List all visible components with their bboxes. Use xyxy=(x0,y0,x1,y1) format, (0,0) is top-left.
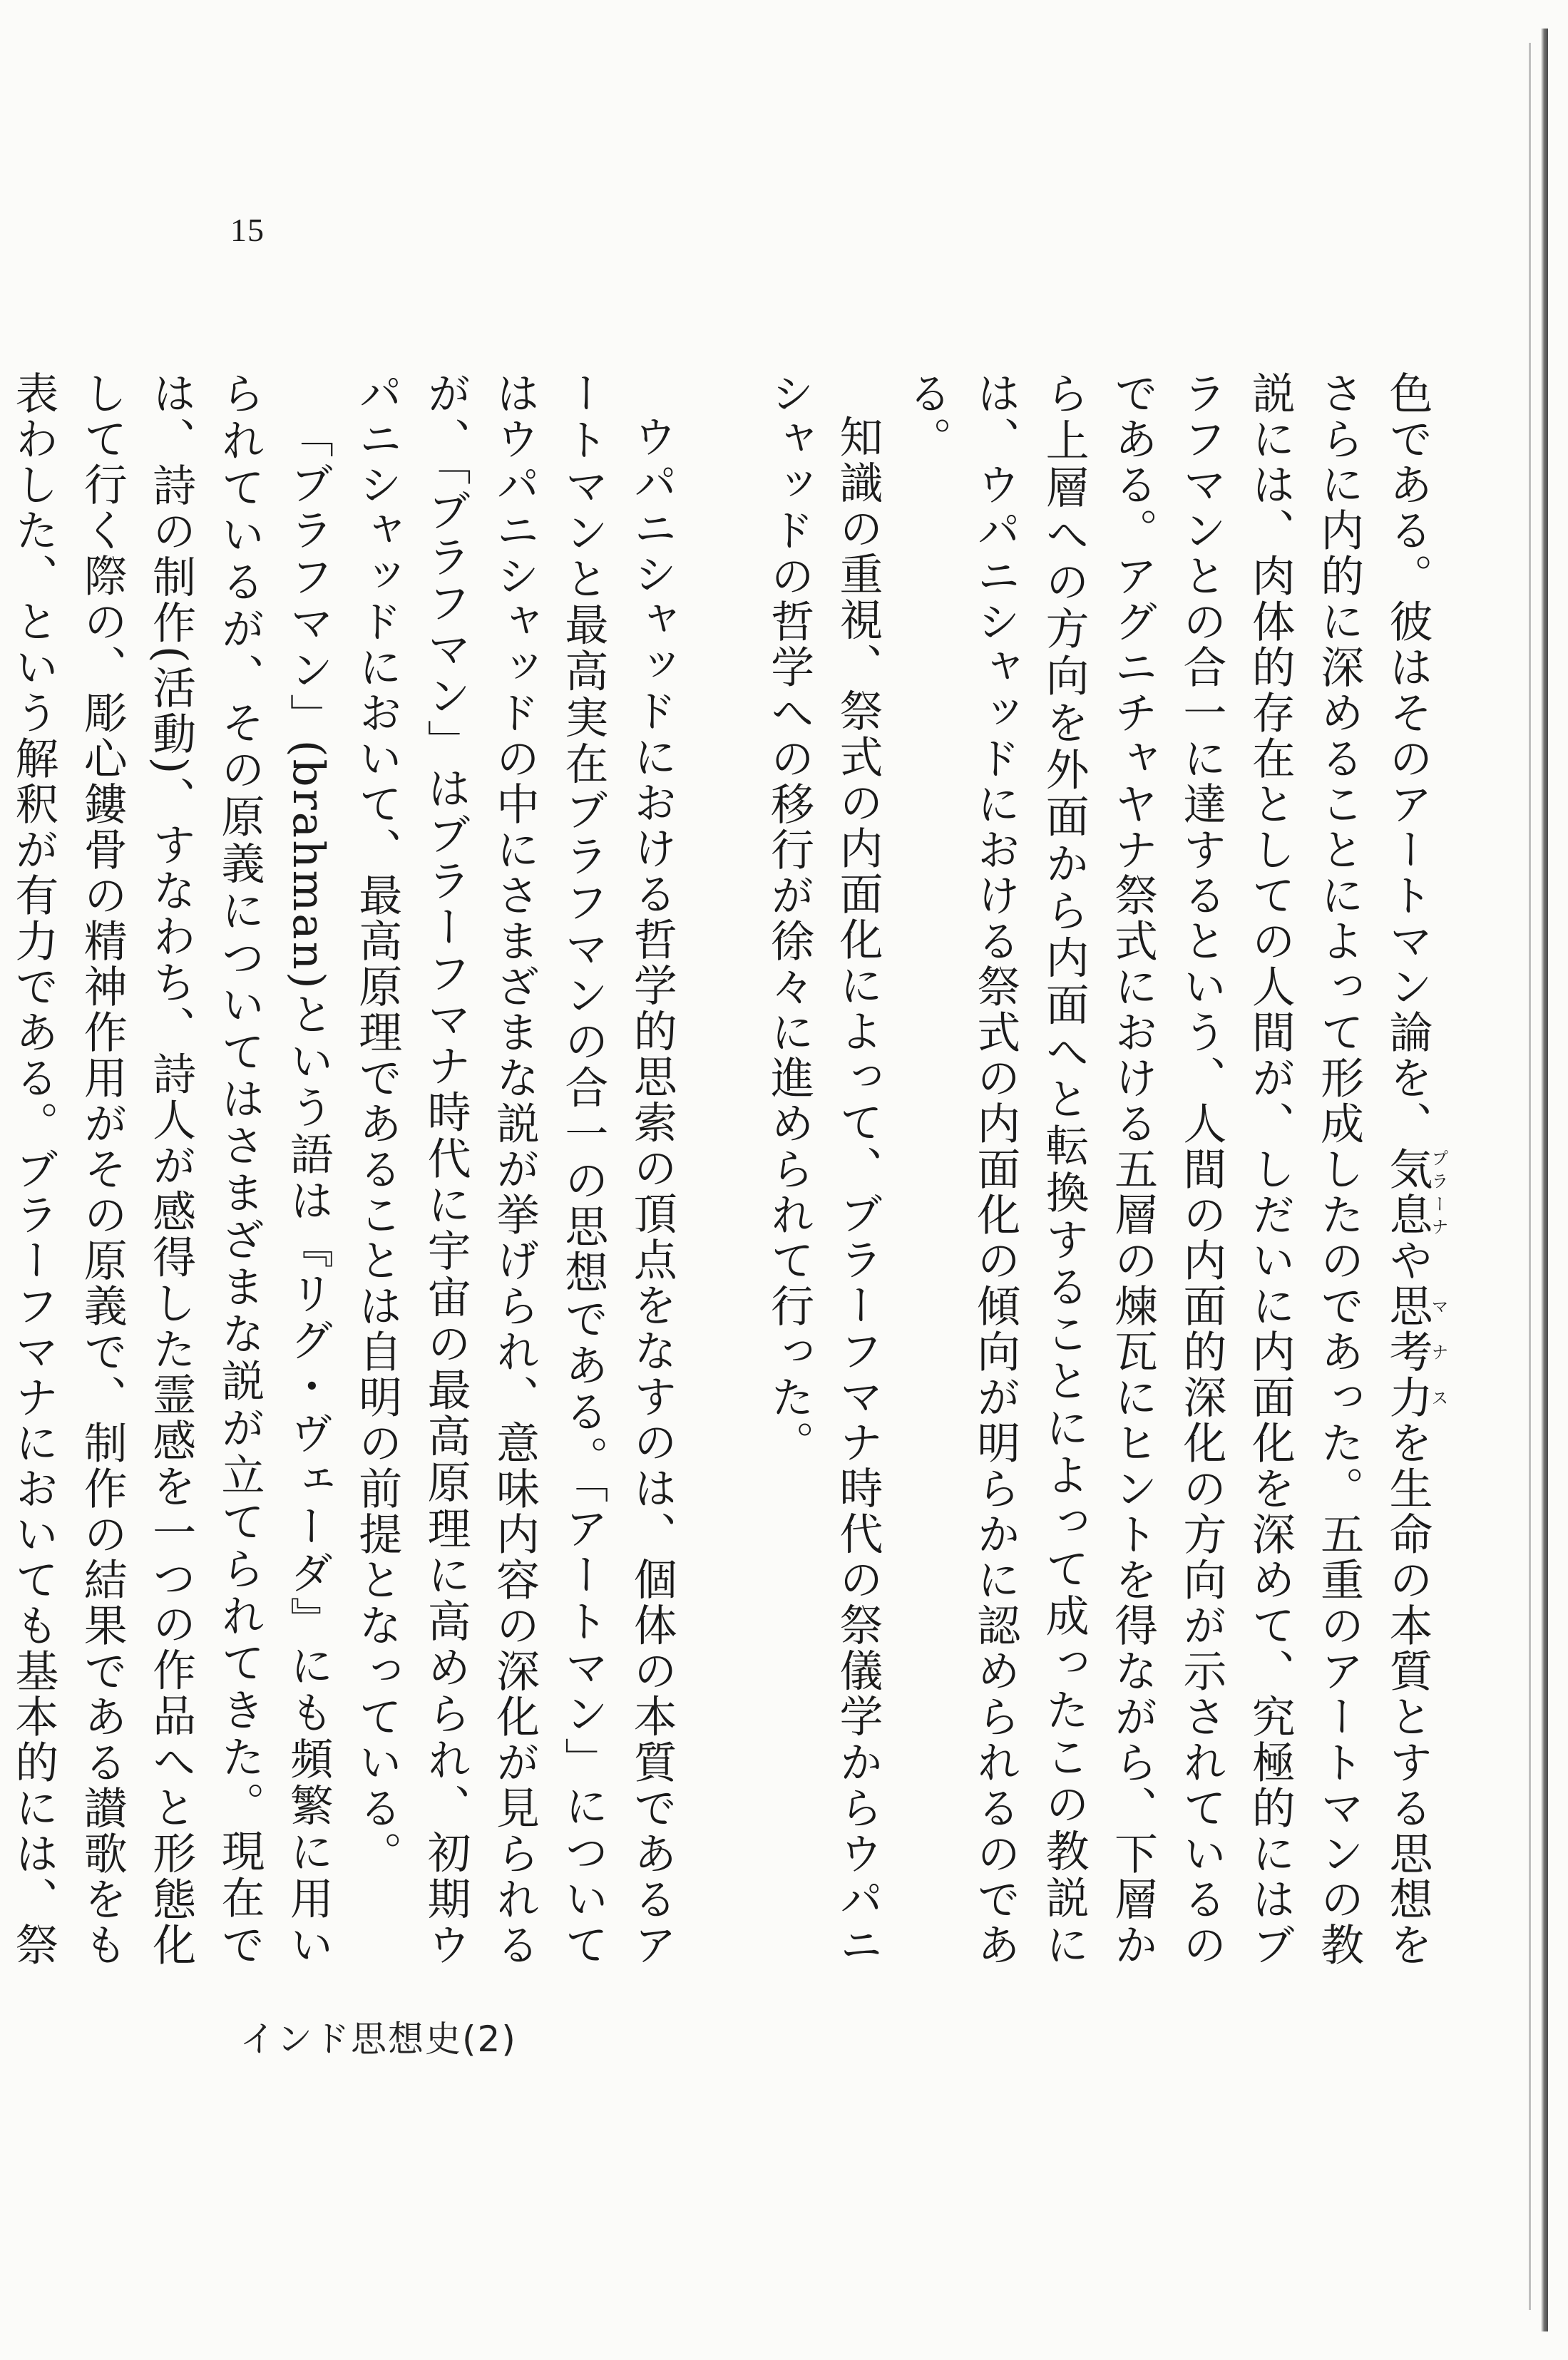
page-number: 15 xyxy=(230,212,265,248)
page-edge-shadow xyxy=(1541,29,1548,2331)
paragraph-1-after: を生命の本質とする思想をさらに内的に深めることによって形成したのであった。五重のアートマンの教説には、肉体的存在としての人間が、しだいに内面化を深めて、究極的にはブラフマンとの合一に達するという、人間の内面的深化の方向が示されているのである。アグニチャヤナ祭式における五層の煉瓦にヒントを得ながら、下層から上層への方向を外面から内面へと転換することによって成ったこの教説には、ウパニシャッドにおける祭式の内面化の傾向が明らかに認められるのである。 xyxy=(901,371,1433,1968)
paragraph-4: 「ブラフマン」(brahman)という語は『リグ・ヴェーダ』にも頻繁に用いられているが、その原義についてはさまざまな説が立てられてきた。現在では、詩の制作(活動)、すなわち、詩人が感得した霊感を一つの作品へと形態化して行く際の、彫心鏤骨の精神作用がその原義で、制作の結果である讃歌をも表わした、という解釈が有力である。ブラーフマナにおいても基本的には、祭 xyxy=(8,371,334,1969)
paragraph-1-middle: や xyxy=(1382,1238,1433,1283)
paragraph-2: 知識の重視、祭式の内面化によって、ブラーフマナ時代の祭儀学からウパニシャッドの哲学への移行が徐々に進められて行った。 xyxy=(764,371,883,1968)
body-text xyxy=(8,371,1448,1969)
paragraph-1-before: 色である。彼はそのアートマン論を、 xyxy=(1382,371,1433,1146)
ruby-breath-reading: プラーナ xyxy=(1428,1146,1448,1238)
section-break xyxy=(686,371,754,1968)
ruby-mind-base: 思考力 xyxy=(1382,1283,1433,1420)
ruby-mind-reading: マナス xyxy=(1428,1283,1448,1420)
ruby-breath-base: 気息 xyxy=(1382,1146,1433,1238)
ruby-mind xyxy=(1382,1283,1448,1420)
paragraph-3: ウパニシャッドにおける哲学的思索の頂点をなすのは、個体の本質であるアートマンと最高実在ブラフマンの合一の思想である。「アートマン」についてはウパニシャッドの中にさまざまな説が挙げられ、意味内容の深化が見られるが、「ブラフマン」はブラーフマナ時代に宇宙の最高原理に高められ、初期ウパニシャッドにおいて、最高原理であることは自明の前提となっている。 xyxy=(352,371,677,1968)
paragraph-1 xyxy=(892,371,1447,1968)
ruby-breath xyxy=(1382,1146,1448,1238)
page-edge-line xyxy=(1529,43,1531,2310)
running-title: インド思想史(2) xyxy=(240,2018,517,2060)
